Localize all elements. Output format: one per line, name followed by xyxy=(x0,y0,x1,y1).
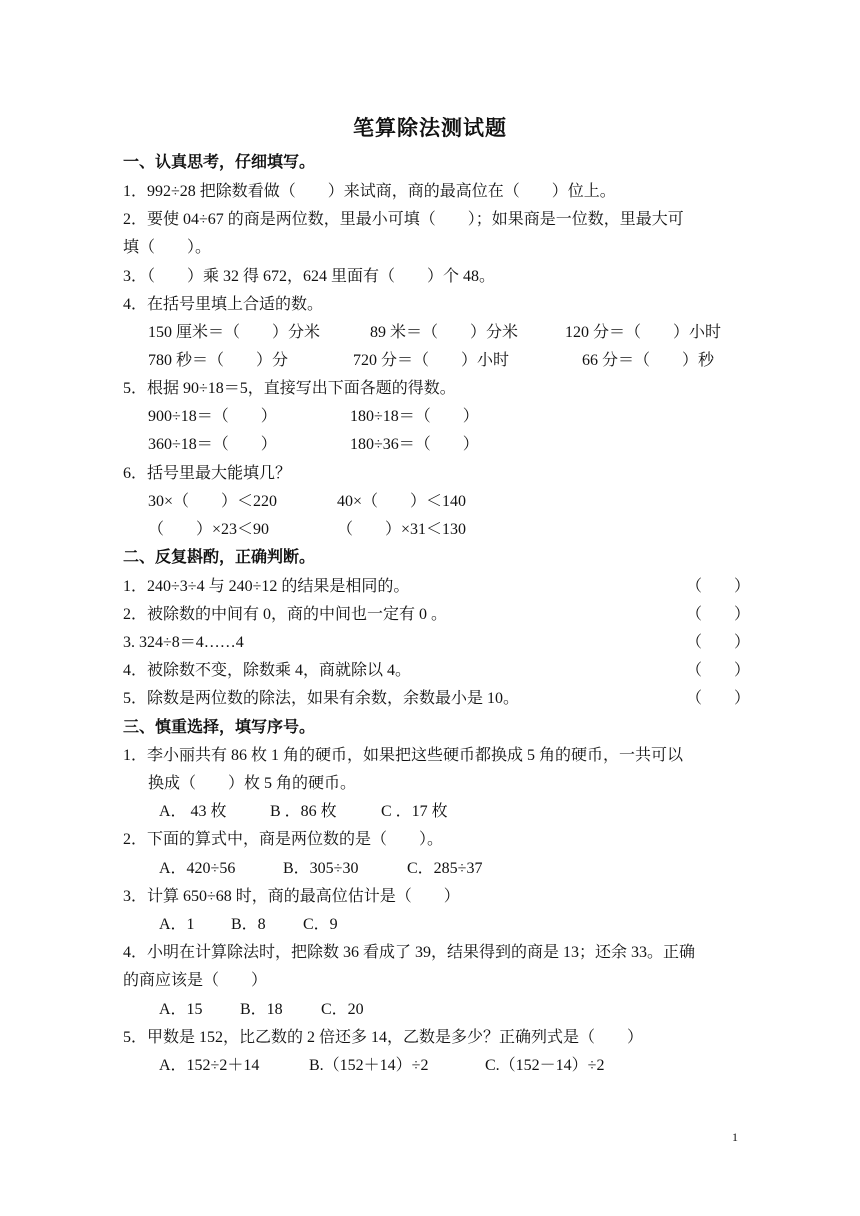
s1-q5-r2-b: 180÷36＝（ ） xyxy=(350,436,479,453)
s3-q3-opt-a: A．1 xyxy=(159,916,195,933)
s2-answer-3: （ ） xyxy=(686,634,751,651)
s1-q6: 6．括号里最大能填几？ xyxy=(123,465,292,482)
section1-heading: 一、认真思考，仔细填写。 xyxy=(123,154,316,171)
s3-q2-opt-c: C．285÷37 xyxy=(407,860,483,877)
s1-q5-r1-b: 180÷18＝（ ） xyxy=(350,408,479,425)
s3-q5-opt-b: B.（152＋14）÷2 xyxy=(309,1057,429,1074)
s1-q5-r1-a: 900÷18＝（ ） xyxy=(148,408,277,425)
page-title: 笔算除法测试题 xyxy=(353,116,507,140)
s2-answer-5: （ ） xyxy=(686,690,751,707)
s3-q2-opt-a: A．420÷56 xyxy=(159,860,236,877)
s1-q4-r2-b: 720 分＝（ ）小时 xyxy=(353,352,510,369)
s1-q4: 4．在括号里填上合适的数。 xyxy=(123,296,324,313)
s3-q1-line2: 换成（ ）枚 5 角的硬币。 xyxy=(148,775,357,792)
s1-q6-r2-a: （ ）×23＜90 xyxy=(148,521,270,538)
s3-q1-opt-b: B ．86 枚 xyxy=(270,803,337,820)
s1-q6-r1-b: 40×（ ）＜140 xyxy=(337,493,467,510)
s1-q6-r1-a: 30×（ ）＜220 xyxy=(148,493,278,510)
page-number: 1 xyxy=(732,1130,738,1144)
s2-answer-2: （ ） xyxy=(686,606,751,623)
section3-heading: 三、慎重选择，填写序号。 xyxy=(123,719,316,736)
s1-q4-r2-c: 66 分＝（ ）秒 xyxy=(582,352,715,369)
s3-q4-opt-c: C．20 xyxy=(321,1001,364,1018)
s3-q3-opt-b: B．8 xyxy=(231,916,266,933)
s3-q2: 2．下面的算式中，商是两位数的是（ ）。 xyxy=(123,831,444,848)
s2-answer-1: （ ） xyxy=(686,578,751,595)
s2-item-2: 2．被除数的中间有 0，商的中间也一定有 0 。 xyxy=(123,606,448,623)
s1-q5: 5．根据 90÷18＝5，直接写出下面各题的得数。 xyxy=(123,380,456,397)
s3-q5-opt-a: A．152÷2＋14 xyxy=(159,1057,260,1074)
s1-q5-r2-a: 360÷18＝（ ） xyxy=(148,436,277,453)
s3-q1-opt-a: A． 43 枚 xyxy=(159,803,227,820)
s1-q4-r1-b: 89 米＝（ ）分米 xyxy=(370,324,519,341)
s1-q4-r2-a: 780 秒＝（ ）分 xyxy=(148,352,289,369)
s3-q4-opt-b: B．18 xyxy=(240,1001,283,1018)
s3-q5-opt-c: C.（152－14）÷2 xyxy=(485,1057,605,1074)
s3-q3-opt-c: C．9 xyxy=(303,916,338,933)
s3-q2-opt-b: B．305÷30 xyxy=(283,860,359,877)
s1-q6-r2-b: （ ）×31＜130 xyxy=(337,521,467,538)
s2-item-1: 1．240÷3÷4 与 240÷12 的结果是相同的。 xyxy=(123,578,410,595)
s3-q4-opt-a: A．15 xyxy=(159,1001,203,1018)
s2-answer-4: （ ） xyxy=(686,662,751,679)
s1-q2-line2: 填（ ）。 xyxy=(123,239,212,256)
section2-heading: 二、反复斟酌，正确判断。 xyxy=(123,549,316,566)
s3-q1-opt-c: C ．17 枚 xyxy=(381,803,448,820)
s1-q4-r1-c: 120 分＝（ ）小时 xyxy=(565,324,722,341)
s3-q3: 3．计算 650÷68 时，商的最高位估计是（ ） xyxy=(123,888,460,905)
s1-q2-line1: 2．要使 04÷67 的商是两位数，里最小可填（ ）；如果商是一位数，里最大可 xyxy=(123,211,684,228)
s3-q4-line1: 4．小明在计算除法时，把除数 36 看成了 39，结果得到的商是 13；还余 33。正确 xyxy=(123,944,696,961)
s1-q3: 3．（ ）乘 32 得 672，624 里面有（ ）个 48。 xyxy=(123,268,496,285)
s3-q1-line1: 1．李小丽共有 86 枚 1 角的硬币，如果把这些硬币都换成 5 角的硬币，一共可以 xyxy=(123,747,684,764)
s3-q4-line2: 的商应该是（ ） xyxy=(123,972,268,989)
s2-item-3: 3. 324÷8＝4……4 xyxy=(123,634,244,651)
s2-item-4: 4．被除数不变，除数乘 4，商就除以 4。 xyxy=(123,662,412,679)
s2-item-5: 5．除数是两位数的除法，如果有余数，余数最小是 10。 xyxy=(123,690,520,707)
s1-q1: 1．992÷28 把除数看做（ ）来试商，商的最高位在（ ）位上。 xyxy=(123,183,616,200)
s3-q5: 5．甲数是 152，比乙数的 2 倍还多 14，乙数是多少？正确列式是（ ） xyxy=(123,1029,644,1046)
s1-q4-r1-a: 150 厘米＝（ ）分米 xyxy=(148,324,321,341)
